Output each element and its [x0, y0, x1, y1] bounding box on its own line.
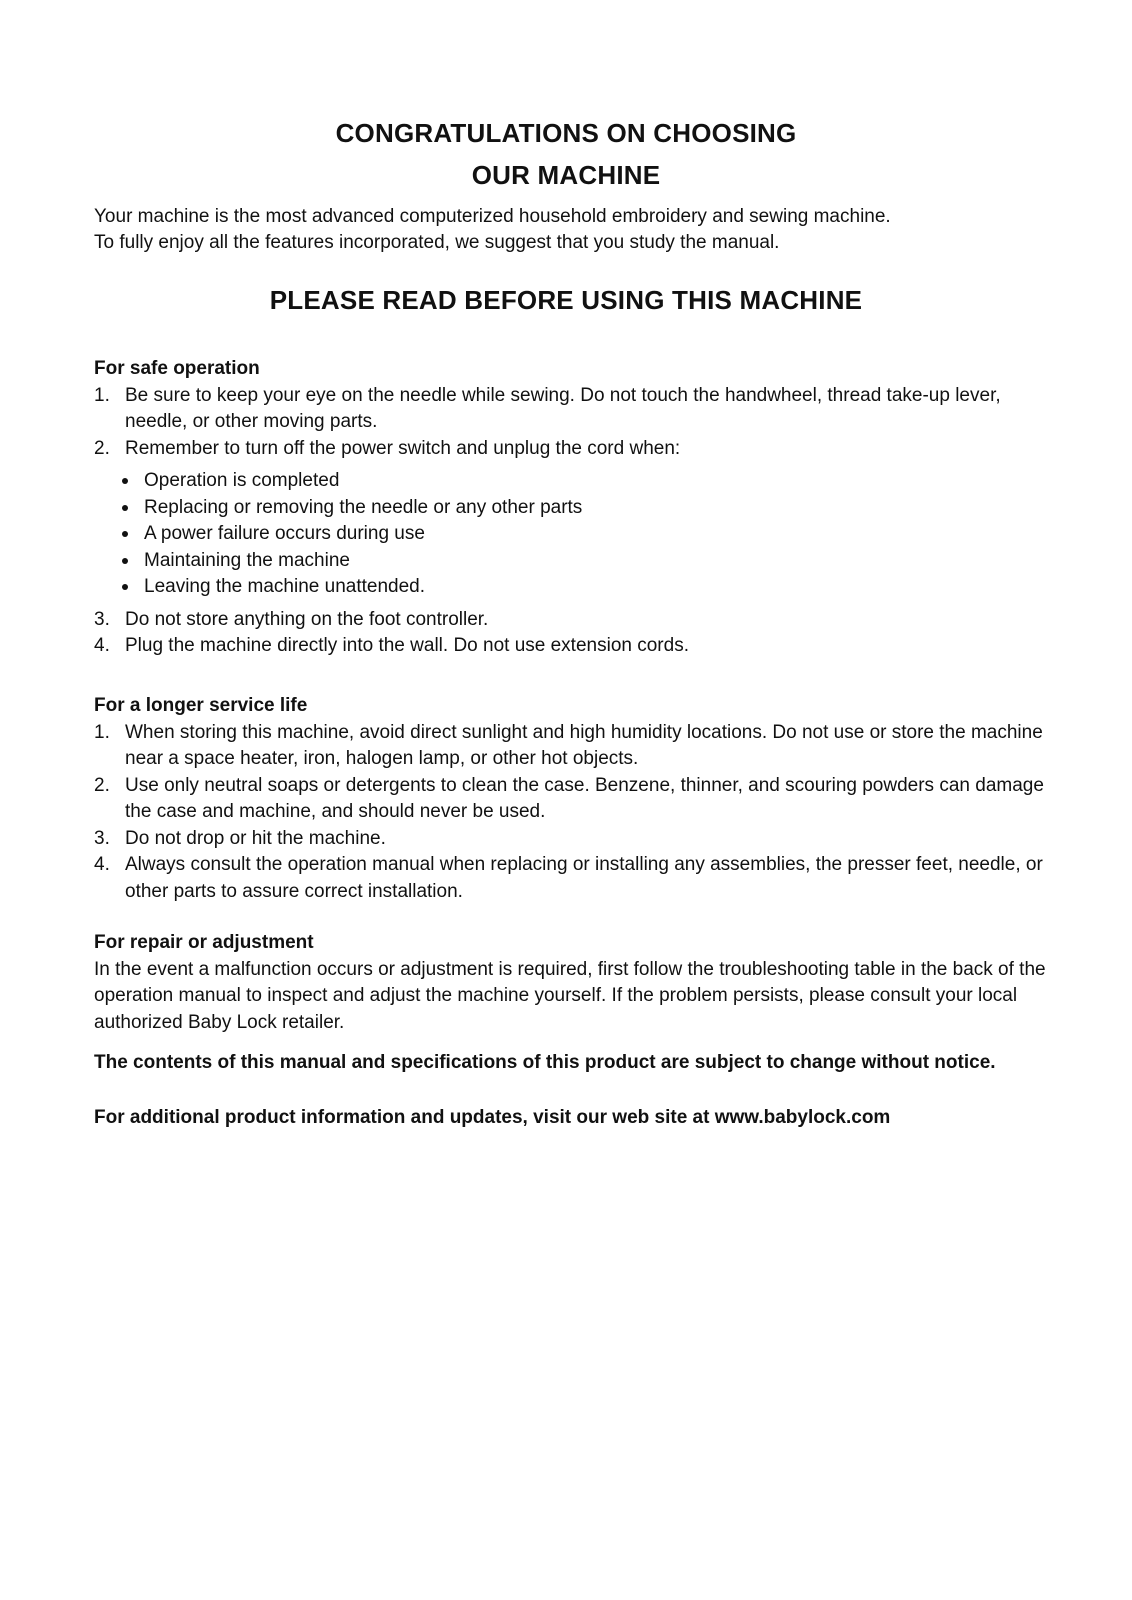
bullet-item: Replacing or removing the needle or any other parts: [94, 495, 1054, 522]
list-item: [94, 633, 1054, 660]
list-item: [94, 852, 1054, 905]
bullet-item: Leaving the machine unattended.: [94, 574, 1054, 601]
intro-text: [94, 204, 1054, 256]
website-notice: For additional product information and updates, visit our web site at www.babylock.com: [94, 1107, 891, 1128]
bullet-item: Maintaining the machine: [94, 548, 1054, 575]
list-number: 1.: [94, 721, 110, 743]
list-number: 2.: [94, 774, 110, 796]
repair-section: [94, 930, 1054, 1036]
repair-heading: For repair or adjustment: [94, 932, 314, 953]
list-text: Do not store anything on the foot controller.: [125, 608, 489, 630]
power-off-bullet-list: [94, 468, 1054, 601]
list-number: 3.: [94, 827, 110, 849]
change-notice: The contents of this manual and specifications of this product are subject to change without notice.: [94, 1052, 996, 1073]
safe-operation-list-continued: [94, 607, 1054, 660]
repair-text: In the event a malfunction occurs or adjustment is required, first follow the troubleshooting table in the back of the operation manual to inspect and adjust the machine yourself. If the problem persists, please consult your local authorized Baby Lock retailer.: [94, 958, 1046, 1033]
list-text: When storing this machine, avoid direct sunlight and high humidity locations. Do not use or store the machine near a space heater, iron, halogen lamp, or other hot objects.: [125, 721, 1043, 769]
list-text: Remember to turn off the power switch and unplug the cord when:: [125, 437, 681, 459]
page-title-line2: OUR MACHINE: [471, 160, 661, 190]
bullet-item: A power failure occurs during use: [94, 521, 1054, 548]
list-number: 4.: [94, 854, 110, 875]
safe-operation-heading: For safe operation: [94, 358, 260, 379]
list-text: Do not drop or hit the machine.: [125, 827, 386, 849]
list-item: [94, 826, 1054, 853]
safe-operation-list: [94, 383, 1054, 463]
page-title-line1: CONGRATULATIONS ON CHOOSING: [335, 118, 797, 148]
list-text: Plug the machine directly into the wall. Do not use extension cords.: [125, 635, 689, 656]
list-text: Be sure to keep your eye on the needle while sewing. Do not touch the handwheel, thread take-up lever, needle, or other moving parts.: [125, 384, 1001, 432]
list-item: [94, 720, 1054, 773]
list-item: [94, 436, 1054, 463]
intro-line1: Your machine is the most advanced computerized household embroidery and sewing machine.: [94, 206, 891, 227]
safe-operation-section: [94, 356, 1054, 660]
list-text: Use only neutral soaps or detergents to clean the case. Benzene, thinner, and scouring powders can damage the case and machine, and should never be used.: [125, 774, 1044, 822]
list-number: 1.: [94, 384, 110, 406]
section-heading-read-before: PLEASE READ BEFORE USING THIS MACHINE: [269, 285, 863, 315]
service-life-section: [94, 693, 1054, 905]
list-item: [94, 383, 1054, 436]
service-life-list: [94, 720, 1054, 906]
list-item: [94, 607, 1054, 634]
service-life-heading: For a longer service life: [94, 695, 308, 716]
intro-line2: To fully enjoy all the features incorporated, we suggest that you study the manual.: [94, 232, 780, 253]
bullet-item: Operation is completed: [94, 468, 1054, 495]
list-item: [94, 773, 1054, 826]
list-number: 2.: [94, 437, 110, 459]
list-text: Always consult the operation manual when replacing or installing any assemblies, the presser feet, needle, or other parts to assure correct installation.: [125, 854, 1043, 902]
list-number: 4.: [94, 635, 110, 656]
list-number: 3.: [94, 608, 110, 630]
